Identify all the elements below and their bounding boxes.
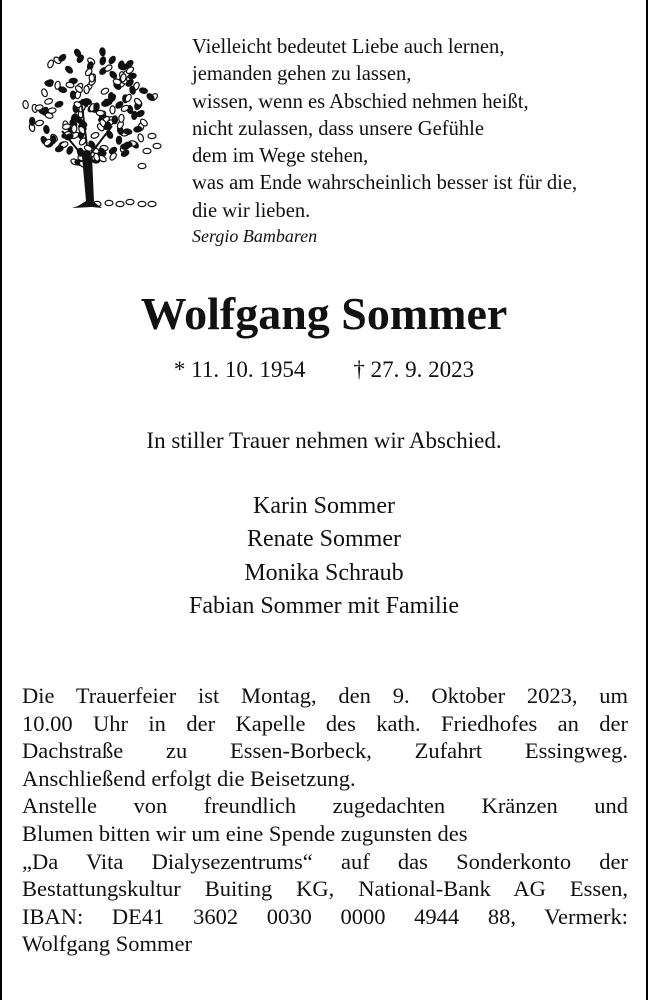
poem-line: dem im Wege stehen,	[192, 143, 369, 168]
leaf	[41, 88, 49, 97]
mourner: Karin Sommer	[253, 493, 395, 519]
leaf	[131, 111, 137, 120]
mourner: Fabian Sommer mit Familie	[189, 592, 459, 619]
poem-line: jemanden gehen zu lassen,	[192, 61, 412, 86]
leaf	[54, 100, 63, 108]
poem-author: Sergio Bambaren	[192, 226, 318, 247]
leaf	[43, 125, 50, 134]
leaf	[64, 65, 73, 74]
leaf	[48, 107, 57, 114]
fallen-leaf	[105, 200, 113, 205]
leaf	[44, 98, 53, 106]
poem-line: die wir lieben.	[192, 197, 311, 222]
leaf	[47, 59, 55, 68]
mourner: Renate Sommer	[247, 526, 401, 553]
leaf	[84, 86, 89, 94]
details-line: Die Trauerfeier ist Montag, den 9. Oktober 2023, um	[22, 683, 628, 708]
leaf	[22, 100, 28, 109]
leaf	[109, 70, 118, 79]
details-line: Dachstraße zu Essen-Borbeck, Zufahrt Essingweg.	[22, 738, 628, 764]
fallen-leaf	[143, 148, 151, 153]
leaf	[139, 87, 148, 94]
leaf	[118, 114, 124, 122]
poem	[192, 33, 585, 248]
leaf	[35, 120, 44, 127]
details-line: IBAN: DE41 3602 0030 0000 4944 88, Vermerk:	[22, 903, 628, 929]
leaf	[90, 131, 99, 139]
leaf	[99, 56, 106, 65]
fallen-leaf	[116, 201, 124, 206]
details-line: Blumen bitten wir um eine Spende zugunsten des	[22, 820, 468, 846]
leaf	[110, 106, 115, 114]
leaf	[100, 87, 110, 95]
fallen-leaf	[148, 133, 156, 138]
poem-line: wissen, wenn es Abschied nehmen heißt,	[192, 88, 529, 113]
fallen-leaf	[138, 201, 146, 206]
leaf	[93, 103, 99, 112]
leaf	[108, 55, 117, 65]
life-dates	[0, 357, 648, 383]
fallen-leaf	[138, 163, 146, 168]
mourning-text: In stiller Trauer nehmen wir Abschied.	[146, 428, 502, 453]
details-line: Anschließend erfolgt die Beisetzung.	[22, 765, 356, 791]
fallen-leaf	[126, 199, 134, 204]
details-line: Anstelle von freundlich zugedachten Kränzen und	[22, 793, 628, 819]
leaf	[66, 146, 74, 155]
details-line: „Da Vita Dialysezentrums“ auf das Sonderkonto der	[22, 848, 628, 874]
leaf	[101, 101, 109, 107]
leaf	[137, 133, 144, 142]
mourners-list	[0, 490, 648, 623]
birth-date: * 11. 10. 1954	[173, 357, 306, 382]
fallen-leaf	[153, 143, 161, 148]
leaf	[133, 126, 142, 132]
poem-line: nicht zulassen, dass unsere Gefühle	[192, 115, 485, 140]
leaf	[116, 136, 122, 144]
poem-line: was am Ende wahrscheinlich besser ist für die,	[192, 170, 578, 195]
leaf	[58, 86, 67, 93]
details-line: 10.00 Uhr in der Kapelle des kath. Friedhofes an der	[22, 710, 628, 736]
funeral-details	[22, 682, 628, 958]
poem-line: Vielleicht bedeutet Liebe auch lernen,	[192, 34, 505, 58]
leaf	[30, 117, 35, 125]
leaf	[99, 48, 105, 56]
leaf	[89, 74, 95, 82]
leaf	[121, 144, 129, 150]
details-line: Wolfgang Sommer	[22, 931, 193, 957]
leaf	[112, 116, 117, 124]
details-line: Bestattungskultur Buiting KG, National-Bank AG Essen,	[22, 876, 628, 902]
tree-illustration-icon	[12, 36, 162, 216]
leaf	[55, 145, 64, 153]
deceased-name: Wolfgang Sommer	[140, 288, 508, 339]
mourner: Monika Schraub	[244, 559, 404, 586]
death-date: † 27. 9. 2023	[353, 357, 475, 382]
leaf	[71, 125, 76, 133]
fallen-leaf	[148, 201, 156, 206]
